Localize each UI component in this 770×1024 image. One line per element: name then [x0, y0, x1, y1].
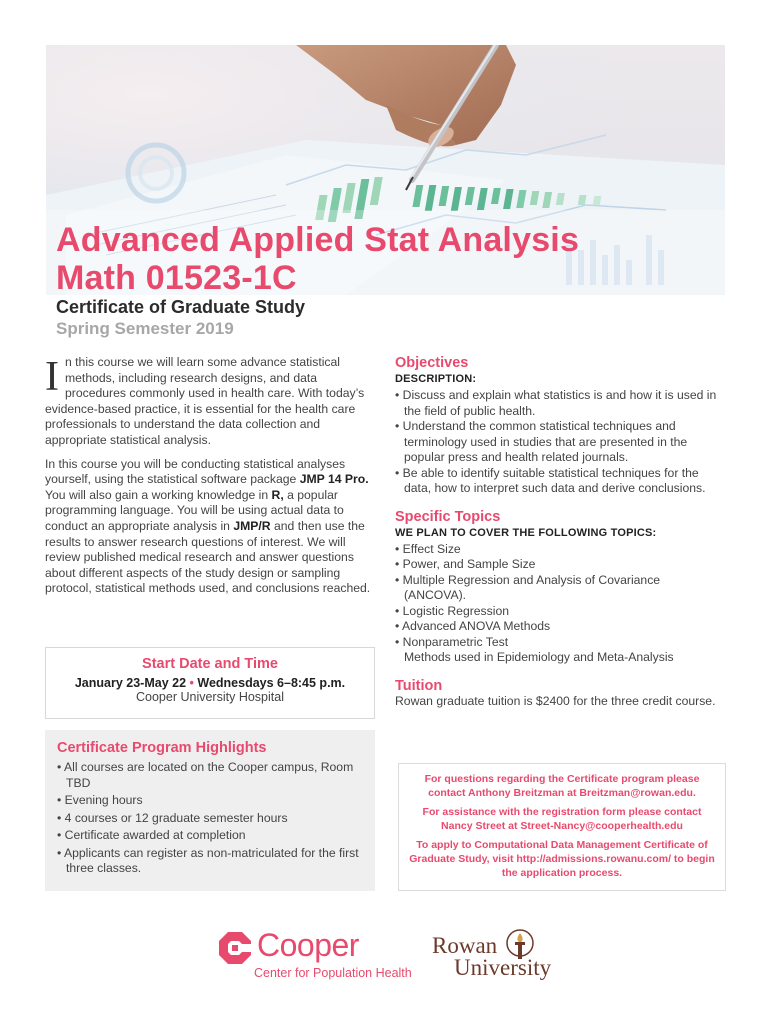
cooper-subtitle: Center for Population Health: [254, 966, 412, 980]
list-item: • 4 courses or 12 graduate semester hours: [57, 810, 288, 825]
contact-registration: For assistance with the registration form please contact Nancy Street at Street-Nancy@cooperhealth.edu: [422, 806, 702, 832]
list-item: • Nonparametric Test: [395, 634, 509, 649]
contact-box: [398, 763, 726, 891]
course-title: [56, 221, 579, 295]
bullet-dot: •: [189, 676, 194, 690]
list-item: • Understand the common statistical techniques and terminology used in studies that are presented in the popular press and health related journals.: [395, 419, 688, 464]
course-details: [395, 355, 720, 721]
software-name: JMP/R: [233, 518, 271, 533]
highlights-heading: Certificate Program Highlights: [57, 740, 267, 756]
date-range: January 23-May 22: [74, 676, 190, 690]
objectives-subheading: DESCRIPTION:: [395, 373, 477, 385]
drop-cap: I: [45, 354, 59, 400]
semester-label: Spring Semester 2019: [56, 319, 234, 338]
highlights-list: [57, 760, 363, 877]
hero-banner: [46, 45, 725, 295]
certificate-title: Certificate of Graduate Study: [56, 297, 306, 317]
start-heading: Start Date and Time: [142, 656, 278, 672]
tuition-heading: Tuition: [395, 677, 443, 694]
course-title-line2: Math 01523-1C: [56, 259, 297, 295]
list-item: • Power, and Sample Size: [395, 557, 536, 571]
list-item: • Evening hours: [57, 793, 143, 807]
course-description: [45, 355, 375, 605]
list-item: • Be able to identify suitable statistical techniques for the data, how to interpret such data and derive conclusions.: [395, 465, 706, 495]
intro-text: n this course we will learn some advance statistical methods, including research designs, and data procedures commonly used in health care. With today’s evidence-based practice, it is essential for the health care professionals to understand the data collection and appropriate statistical analysis.: [45, 355, 365, 447]
list-item: • Effect Size: [395, 541, 461, 556]
start-dates: [46, 676, 374, 690]
start-location: Cooper University Hospital: [136, 690, 284, 704]
language-name: R,: [271, 487, 284, 502]
start-date-box: [45, 647, 375, 719]
list-item: • Advanced ANOVA Methods: [395, 619, 551, 633]
course-title-line1: Advanced Applied Stat Analysis: [56, 221, 580, 259]
list-item: • Multiple Regression and Analysis of Covariance (ANCOVA).: [395, 572, 661, 602]
cooper-wordmark: Cooper: [257, 927, 359, 963]
contact-apply: To apply to Computational Data Management Certificate of Graduate Study, visit http://admissions.rowanu.com/ to begin the application process.: [409, 839, 715, 879]
objectives-list: [395, 388, 720, 497]
cooper-logo: [218, 927, 412, 980]
text-segment: You will also gain a working knowledge in: [45, 487, 272, 502]
text-segment: and then use the results to answer research questions of interest. We will review published medical research and answer questions about different aspects of the study design or sampling protocol, statistical methods used, and conclusions reached.: [45, 518, 371, 596]
list-item-continuation: Methods used in Epidemiology and Meta-Analysis: [404, 650, 674, 664]
weekday-time: Wednesdays 6–8:45 p.m.: [193, 676, 346, 690]
objectives-section: [395, 355, 720, 497]
intro-paragraph: [45, 355, 375, 449]
text-segment: In this course you will be conducting statistical analyses yourself, using the statistical software package: [45, 456, 346, 487]
topics-list: [395, 542, 720, 666]
list-item: • Applicants can register as non-matriculated for the first three classes.: [57, 845, 359, 875]
tuition-section: [395, 678, 720, 710]
footer-logos: [0, 925, 770, 995]
topics-heading: Specific Topics: [395, 508, 501, 525]
rowan-wordmark-line1: Rowan: [432, 933, 498, 958]
list-item: • All courses are located on the Cooper campus, Room TBD: [57, 760, 354, 790]
list-item: • Logistic Regression: [395, 603, 510, 618]
software-paragraph: [45, 457, 375, 597]
list-item: • Certificate awarded at completion: [57, 828, 246, 842]
text-segment: a popular programming language. You will be using actual data to conduct an appropriate analysis in: [45, 487, 344, 533]
topics-section: [395, 509, 720, 666]
program-highlights: [45, 730, 375, 891]
list-item: • Discuss and explain what statistics is and how it is used in the field of public health.: [395, 388, 717, 418]
topics-subheading: WE PLAN TO COVER THE FOLLOWING TOPICS:: [395, 526, 657, 539]
rowan-wordmark-line2: University: [454, 955, 552, 980]
software-name: JMP 14 Pro.: [299, 472, 369, 487]
objectives-heading: Objectives: [395, 355, 469, 371]
contact-program: For questions regarding the Certificate program please contact Anthony Breitzman at Breitzman@rowan.edu.: [424, 773, 700, 799]
tuition-text: Rowan graduate tuition is $2400 for the three credit course.: [395, 693, 716, 708]
cooper-mark-icon: [218, 931, 252, 965]
